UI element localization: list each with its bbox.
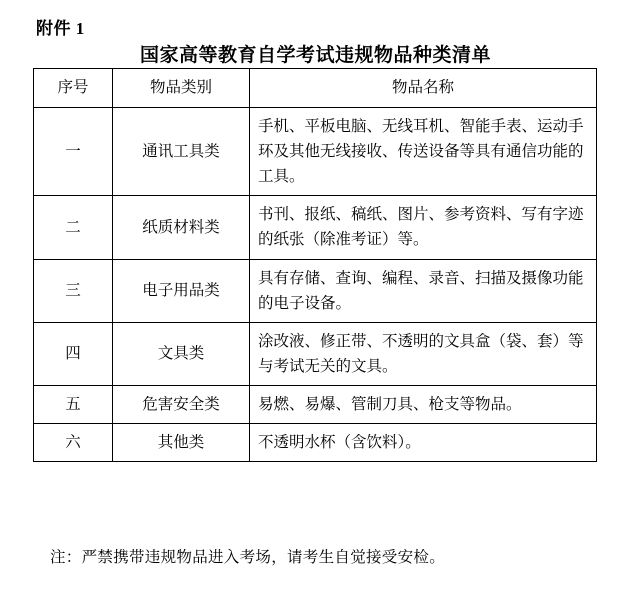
- row-no: 三: [34, 259, 113, 322]
- table-body: [34, 108, 597, 462]
- page-title: 国家高等教育自学考试违规物品种类清单: [139, 45, 491, 66]
- row-category: 其他类: [113, 424, 250, 462]
- row-name: 书刊、报纸、稿纸、图片、参考资料、写有字迹的纸张（除准考证）等。: [250, 196, 597, 259]
- row-category: 危害安全类: [113, 385, 250, 423]
- row-category: 纸质材料类: [113, 196, 250, 259]
- row-name: 手机、平板电脑、无线耳机、智能手表、运动手环及其他无线接收、传送设备等具有通信功能的工具。: [250, 108, 597, 196]
- table-row: [34, 259, 597, 322]
- column-header-no: 序号: [34, 69, 113, 108]
- attachment-label: 附件 1: [36, 19, 85, 38]
- row-category: 文具类: [113, 322, 250, 385]
- row-no: 一: [34, 108, 113, 196]
- column-header-name: 物品名称: [250, 69, 597, 108]
- row-name: 涂改液、修正带、不透明的文具盒（袋、套）等与考试无关的文具。: [250, 322, 597, 385]
- table-row: [34, 385, 597, 423]
- row-name: 不透明水杯（含饮料）。: [250, 424, 597, 462]
- row-no: 六: [34, 424, 113, 462]
- table-header: [34, 69, 597, 108]
- table-header-row: [34, 69, 597, 108]
- table-row: [34, 322, 597, 385]
- table-row: [34, 424, 597, 462]
- footer-note: 注：严禁携带违规物品进入考场，请考生自觉接受安检。: [50, 549, 446, 566]
- column-header-category: 物品类别: [113, 69, 250, 108]
- row-no: 四: [34, 322, 113, 385]
- row-name: 具有存储、查询、编程、录音、扫描及摄像功能的电子设备。: [250, 259, 597, 322]
- row-category: 电子用品类: [113, 259, 250, 322]
- table-row: [34, 196, 597, 259]
- row-category: 通讯工具类: [113, 108, 250, 196]
- table-row: [34, 108, 597, 196]
- row-name: 易燃、易爆、管制刀具、枪支等物品。: [250, 385, 597, 423]
- row-no: 二: [34, 196, 113, 259]
- row-no: 五: [34, 385, 113, 423]
- prohibited-items-table: [33, 68, 597, 462]
